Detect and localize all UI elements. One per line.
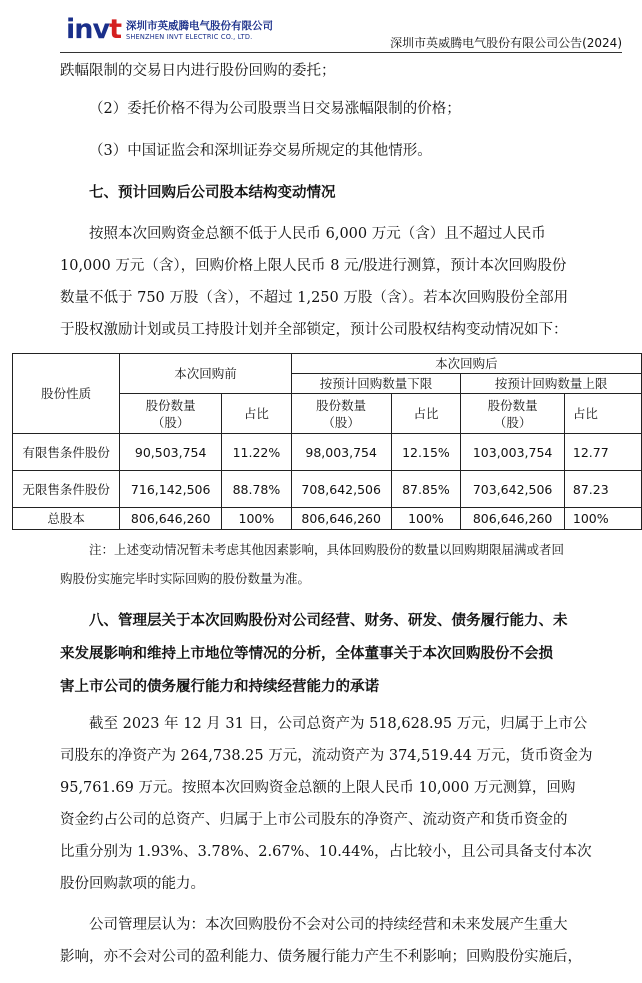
- text-line: 10,000 万元（含），回购价格上限人民币 8 元/股进行测算，预计本次回购股份: [60, 258, 567, 274]
- table-cell: 88.78%: [222, 471, 292, 508]
- section-heading: 害上市公司的债务履行能力和持续经营能力的承诺: [60, 678, 379, 695]
- text-line: 司股东的净资产为 264,738.25 万元，流动资产为 374,519.44 万元，货币资金为: [60, 748, 593, 764]
- table-row: [13, 508, 642, 530]
- table-row: [13, 471, 642, 508]
- table-cell: 103,003,754: [461, 434, 565, 471]
- text-line: 截至 2023 年 12 月 31 日，公司总资产为 518,628.95 万元，归属于上市公: [89, 716, 588, 732]
- text-line: 影响，亦不会对公司的盈利能力、债务履行能力产生不利影响；回购股份实施后，: [60, 949, 582, 965]
- header-cell: 股份性质: [13, 354, 120, 434]
- logo-mark: invt: [66, 14, 121, 45]
- table-cell: 703,642,506: [461, 471, 565, 508]
- table-cell: 100%: [564, 508, 641, 530]
- header-cell: 按预计回购数量下限: [291, 374, 461, 394]
- table-cell: 716,142,506: [120, 471, 222, 508]
- header-cell: 股份数量 （股）: [461, 394, 565, 434]
- row-label: 总股本: [13, 508, 120, 530]
- list-item: （2）委托价格不得为公司股票当日交易涨幅限制的价格；: [89, 101, 461, 117]
- logo-english-name: SHENZHEN INVT ELECTRIC CO., LTD.: [126, 33, 253, 41]
- text-line: 公司管理层认为：本次回购股份不会对公司的持续经营和未来发展产生重大: [89, 917, 568, 933]
- table-row: [13, 434, 642, 471]
- header-cell: 本次回购前: [120, 354, 291, 394]
- header-cell: 本次回购后: [291, 354, 641, 374]
- table-cell: 12.15%: [391, 434, 461, 471]
- table-cell: 11.22%: [222, 434, 292, 471]
- header-cell: 按预计回购数量上限: [461, 374, 642, 394]
- header-cell: 占比: [391, 394, 461, 434]
- header-cell: 股份数量 （股）: [120, 394, 222, 434]
- text-line: 按照本次回购资金总额不低于人民币 6,000 万元（含）且不超过人民币: [89, 226, 546, 242]
- text-line: 资金约占公司的总资产、归属于上市公司股东的净资产、流动资产和货币资金的: [60, 812, 568, 828]
- table-cell: 100%: [391, 508, 461, 530]
- table-cell: 98,003,754: [291, 434, 391, 471]
- text-line: 股份回购款项的能力。: [60, 876, 205, 892]
- announcement-title: 深圳市英威腾电气股份有限公司公告(2024): [390, 36, 622, 50]
- table-note: 注：上述变动情况暂未考虑其他因素影响，具体回购股份的数量以回购期限届满或者回: [89, 542, 565, 557]
- header-cell: 占比: [564, 394, 641, 434]
- table-cell: 806,646,260: [120, 508, 222, 530]
- header-cell: 占比: [222, 394, 292, 434]
- table-cell: 12.77: [564, 434, 641, 471]
- logo-chinese-name: 深圳市英威腾电气股份有限公司: [126, 20, 273, 32]
- header-cell: 股份数量 （股）: [291, 394, 391, 434]
- section-heading: 七、预计回购后公司股本结构变动情况: [89, 184, 336, 201]
- text-line: 95,761.69 万元。按照本次回购资金总额的上限人民币 10,000 万元测算，回购: [60, 780, 576, 796]
- text-line: 跌幅限制的交易日内进行股份回购的委托；: [60, 63, 336, 79]
- section-heading: 来发展影响和维持上市地位等情况的分析，全体董事关于本次回购股份不会损: [60, 645, 553, 662]
- table-cell: 87.23: [564, 471, 641, 508]
- table-cell: 806,646,260: [291, 508, 391, 530]
- table-cell: 708,642,506: [291, 471, 391, 508]
- row-label: 无限售条件股份: [13, 471, 120, 508]
- section-heading: 八、管理层关于本次回购股份对公司经营、财务、研发、债务履行能力、未: [89, 612, 568, 629]
- table-cell: 90,503,754: [120, 434, 222, 471]
- table-note: 购股份实施完毕时实际回购的股份数量为准。: [60, 571, 311, 586]
- text-line: 于股权激励计划或员工持股计划并全部锁定，预计公司股权结构变动情况如下：: [60, 322, 568, 338]
- table-cell: 806,646,260: [461, 508, 565, 530]
- text-line: 数量不低于 750 万股（含），不超过 1,250 万股（含）。若本次回购股份全部用: [60, 290, 569, 306]
- text-line: 比重分别为 1.93%、3.78%、2.67%、10.44%，占比较小，且公司具备支付本次: [60, 844, 592, 860]
- share-structure-table: [12, 353, 642, 530]
- row-label: 有限售条件股份: [13, 434, 120, 471]
- table-cell: 87.85%: [391, 471, 461, 508]
- list-item: （3）中国证监会和深圳证券交易所规定的其他情形。: [89, 143, 432, 159]
- table-cell: 100%: [222, 508, 292, 530]
